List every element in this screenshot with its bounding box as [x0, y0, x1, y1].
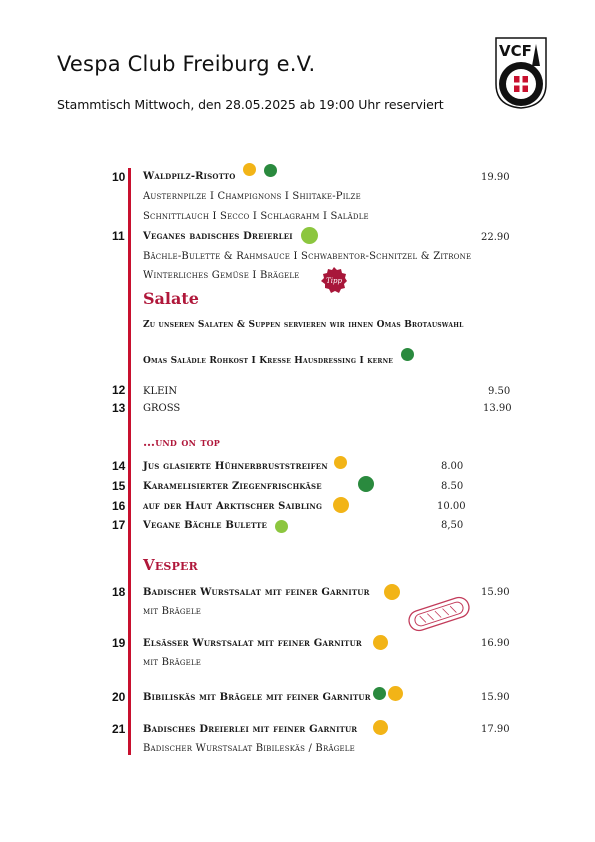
item-name: auf der Haut Arktischer Saibling [143, 501, 323, 512]
gluten-free-icon [334, 456, 347, 469]
item-name: Badisches Dreierlei mit feiner Garnitur [143, 724, 358, 735]
item-price: 10.00 [437, 501, 466, 512]
item-number: 20 [112, 690, 126, 704]
item-name: Bibiliskäs mit Brägele mit feiner Garnitur [143, 692, 371, 703]
svg-text:Tipp: Tipp [326, 277, 342, 285]
item-number: 17 [112, 518, 126, 532]
vegan-icon [275, 520, 288, 533]
item-price: 22.90 [481, 232, 510, 243]
tipp-badge [320, 266, 348, 294]
gluten-free-icon [373, 635, 388, 650]
gluten-free-icon [243, 163, 256, 176]
item-description: mit Brägele [143, 606, 202, 617]
vegetarian-icon [264, 164, 277, 177]
item-description: Bächle-Bulette & Rahmsauce I Schwabentor-Schnitzel & Zitrone [143, 251, 472, 262]
item-description: Badischer Wurstsalat Bibileskäs / Brägele [143, 743, 355, 754]
salate-description: Omas Salädle Rohkost I Kresse Hausdressing I kerne [143, 356, 394, 366]
salate-note: Zu unseren Salaten & Suppen servieren wir ihnen Omas Brotauswahl [143, 320, 464, 330]
vegetarian-icon [373, 687, 386, 700]
gluten-free-icon [333, 497, 349, 513]
item-number: 10 [112, 170, 126, 184]
item-name: Badischer Wurstsalat mit feiner Garnitur [143, 587, 370, 598]
sausage-bread-illustration [404, 592, 474, 636]
section-heading-on-top: …und on top [143, 435, 221, 449]
item-description: Austernpilze I Champignons I Shiitake-Pilze [143, 191, 361, 202]
size-label: GROSS [143, 403, 181, 414]
club-title: Vespa Club Freiburg e.V. [57, 52, 316, 76]
item-name: Jus glasierte Hühnerbruststreifen [143, 461, 328, 472]
item-price: 8,50 [441, 520, 464, 531]
gluten-free-icon [384, 584, 400, 600]
item-price: 17.90 [481, 724, 510, 735]
item-description: Schnittlauch I Secco I Schlagrahm I Salädle [143, 211, 369, 222]
item-number: 21 [112, 722, 126, 736]
item-description: Winterliches Gemüse I Brägele [143, 270, 300, 281]
item-number: 18 [112, 585, 126, 599]
item-number: 12 [112, 383, 126, 397]
item-name: Elsässer Wurstsalat mit feiner Garnitur [143, 638, 362, 649]
gluten-free-icon [373, 720, 388, 735]
reservation-subtitle: Stammtisch Mittwoch, den 28.05.2025 ab 19:00 Uhr reserviert [57, 97, 444, 112]
item-price: 8.50 [441, 481, 464, 492]
item-price: 16.90 [481, 638, 510, 649]
item-price: 19.90 [481, 172, 510, 183]
item-price: 8.00 [441, 461, 464, 472]
item-number: 16 [112, 499, 126, 513]
item-name: Veganes badisches Dreierlei [143, 231, 293, 242]
vegetarian-icon [358, 476, 374, 492]
menu-accent-bar [128, 168, 131, 755]
club-logo [494, 36, 548, 110]
item-name: Vegane Bächle Bulette [143, 520, 268, 531]
section-heading-vesper: Vesper [143, 556, 198, 574]
section-heading-salate: Salate [143, 289, 199, 308]
item-number: 13 [112, 401, 126, 415]
item-price: 15.90 [481, 587, 510, 598]
item-number: 11 [112, 229, 125, 243]
item-number: 14 [112, 459, 126, 473]
vegetarian-icon [401, 348, 414, 361]
item-price: 13.90 [483, 403, 512, 414]
item-description: mit Brägele [143, 657, 202, 668]
svg-text:VCF: VCF [499, 42, 532, 60]
size-label: KLEIN [143, 386, 178, 397]
item-name: Karamelisierter Ziegenfrischkäse [143, 481, 322, 492]
item-number: 19 [112, 636, 126, 650]
gluten-free-icon [388, 686, 403, 701]
item-price: 15.90 [481, 692, 510, 703]
item-name: Waldpilz-Risotto [143, 171, 236, 182]
vegan-icon [301, 227, 318, 244]
item-price: 9.50 [488, 386, 511, 397]
item-number: 15 [112, 479, 126, 493]
